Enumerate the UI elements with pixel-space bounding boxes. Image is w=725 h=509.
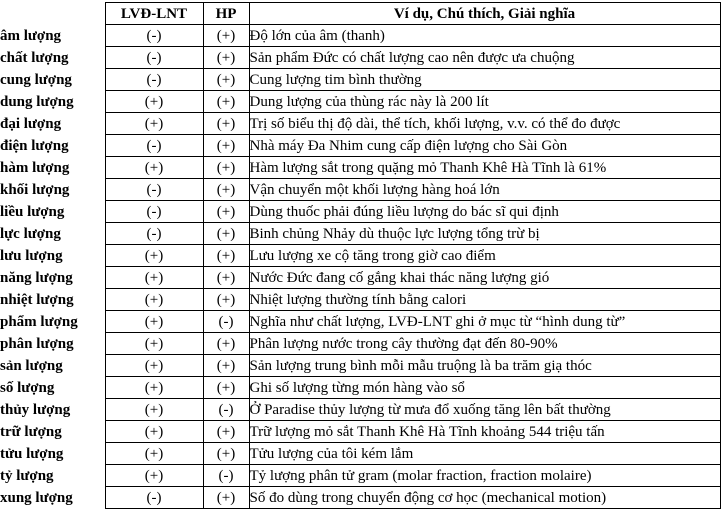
hp-cell: (+)	[203, 201, 249, 223]
lvd-lnt-cell: (+)	[105, 443, 203, 465]
header-notes: Ví dụ, Chú thích, Giải nghĩa	[249, 3, 720, 25]
note-cell: Cung lượng tim bình thường	[249, 69, 720, 91]
hp-cell: (+)	[203, 487, 249, 509]
note-cell: Hàm lượng sắt trong quặng mỏ Thanh Khê Hà Tĩnh là 61%	[249, 157, 720, 179]
hp-cell: (+)	[203, 223, 249, 245]
word-cell: thủy lượng	[0, 399, 105, 421]
note-cell: Trị số biểu thị độ dài, thể tích, khối lượng, v.v. có thể đo được	[249, 113, 720, 135]
table-row	[0, 311, 720, 333]
table-row	[0, 113, 720, 135]
note-cell: Binh chủng Nhảy dù thuộc lực lượng tổng trừ bị	[249, 223, 720, 245]
hp-cell: (-)	[203, 465, 249, 487]
word-cell: xung lượng	[0, 487, 105, 509]
word-cell: trữ lượng	[0, 421, 105, 443]
lvd-lnt-cell: (+)	[105, 311, 203, 333]
lvd-lnt-cell: (-)	[105, 179, 203, 201]
word-cell: tỷ lượng	[0, 465, 105, 487]
table-row	[0, 157, 720, 179]
hp-cell: (+)	[203, 157, 249, 179]
lvd-lnt-cell: (-)	[105, 487, 203, 509]
table-row	[0, 465, 720, 487]
note-cell: Ở Paradise thủy lượng từ mưa đổ xuống tăng lên bất thường	[249, 399, 720, 421]
table-body	[0, 25, 720, 509]
hp-cell: (+)	[203, 91, 249, 113]
note-cell: Dùng thuốc phải đúng liều lượng do bác sĩ qui định	[249, 201, 720, 223]
word-cell: cung lượng	[0, 69, 105, 91]
lvd-lnt-cell: (-)	[105, 69, 203, 91]
table-row	[0, 179, 720, 201]
table-row	[0, 487, 720, 509]
lvd-lnt-cell: (+)	[105, 91, 203, 113]
lvd-lnt-cell: (+)	[105, 157, 203, 179]
note-cell: Độ lớn của âm (thanh)	[249, 25, 720, 47]
lvd-lnt-cell: (+)	[105, 377, 203, 399]
lvd-lnt-cell: (+)	[105, 267, 203, 289]
table-row	[0, 201, 720, 223]
table-row	[0, 245, 720, 267]
hp-cell: (+)	[203, 113, 249, 135]
lvd-lnt-cell: (-)	[105, 135, 203, 157]
word-cell: phẩm lượng	[0, 311, 105, 333]
word-cell: âm lượng	[0, 25, 105, 47]
table-row	[0, 355, 720, 377]
lvd-lnt-cell: (+)	[105, 465, 203, 487]
table-row	[0, 69, 720, 91]
table-row	[0, 289, 720, 311]
lvd-lnt-cell: (-)	[105, 25, 203, 47]
header-word	[0, 3, 105, 25]
hp-cell: (-)	[203, 399, 249, 421]
hp-cell: (+)	[203, 245, 249, 267]
note-cell: Nghĩa như chất lượng, LVĐ-LNT ghi ở mục từ “hình dung từ”	[249, 311, 720, 333]
table-row	[0, 267, 720, 289]
word-cell: lực lượng	[0, 223, 105, 245]
word-cell: chất lượng	[0, 47, 105, 69]
header-lvd-lnt: LVĐ-LNT	[105, 3, 203, 25]
note-cell: Dung lượng của thùng rác này là 200 lít	[249, 91, 720, 113]
lvd-lnt-cell: (+)	[105, 289, 203, 311]
word-cell: dung lượng	[0, 91, 105, 113]
hp-cell: (+)	[203, 377, 249, 399]
hp-cell: (+)	[203, 267, 249, 289]
table-row	[0, 333, 720, 355]
note-cell: Trữ lượng mỏ sắt Thanh Khê Hà Tĩnh khoảng 544 triệu tấn	[249, 421, 720, 443]
word-cell: lưu lượng	[0, 245, 105, 267]
hp-cell: (+)	[203, 69, 249, 91]
table-row	[0, 421, 720, 443]
note-cell: Tỷ lượng phân tử gram (molar fraction, fraction molaire)	[249, 465, 720, 487]
note-cell: Nhà máy Đa Nhim cung cấp điện lượng cho Sài Gòn	[249, 135, 720, 157]
word-cell: sản lượng	[0, 355, 105, 377]
note-cell: Số đo dùng trong chuyển động cơ học (mechanical motion)	[249, 487, 720, 509]
word-cell: liều lượng	[0, 201, 105, 223]
hp-cell: (+)	[203, 333, 249, 355]
table-row	[0, 377, 720, 399]
table-row	[0, 399, 720, 421]
word-cell: khối lượng	[0, 179, 105, 201]
vocabulary-table	[0, 2, 721, 509]
hp-cell: (+)	[203, 47, 249, 69]
table-row	[0, 25, 720, 47]
table-row	[0, 443, 720, 465]
word-cell: phân lượng	[0, 333, 105, 355]
word-cell: tửu lượng	[0, 443, 105, 465]
note-cell: Sản lượng trung bình mỗi mẫu truộng là ba trăm giạ thóc	[249, 355, 720, 377]
hp-cell: (+)	[203, 25, 249, 47]
lvd-lnt-cell: (+)	[105, 355, 203, 377]
word-cell: đại lượng	[0, 113, 105, 135]
lvd-lnt-cell: (+)	[105, 113, 203, 135]
note-cell: Nước Đức đang cố gắng khai thác năng lượng gió	[249, 267, 720, 289]
hp-cell: (-)	[203, 311, 249, 333]
table-row	[0, 47, 720, 69]
word-cell: điện lượng	[0, 135, 105, 157]
hp-cell: (+)	[203, 443, 249, 465]
hp-cell: (+)	[203, 135, 249, 157]
hp-cell: (+)	[203, 355, 249, 377]
hp-cell: (+)	[203, 421, 249, 443]
hp-cell: (+)	[203, 179, 249, 201]
word-cell: số lượng	[0, 377, 105, 399]
note-cell: Vận chuyển một khối lượng hàng hoá lớn	[249, 179, 720, 201]
header-row	[0, 3, 720, 25]
header-hp: HP	[203, 3, 249, 25]
table-row	[0, 135, 720, 157]
lvd-lnt-cell: (-)	[105, 201, 203, 223]
word-cell: năng lượng	[0, 267, 105, 289]
note-cell: Phân lượng nước trong cây thường đạt đến 80-90%	[249, 333, 720, 355]
lvd-lnt-cell: (+)	[105, 421, 203, 443]
lvd-lnt-cell: (+)	[105, 333, 203, 355]
note-cell: Nhiệt lượng thường tính bằng calori	[249, 289, 720, 311]
hp-cell: (+)	[203, 289, 249, 311]
table-row	[0, 223, 720, 245]
note-cell: Sản phẩm Đức có chất lượng cao nên được ưa chuộng	[249, 47, 720, 69]
word-cell: nhiệt lượng	[0, 289, 105, 311]
lvd-lnt-cell: (-)	[105, 47, 203, 69]
note-cell: Ghi số lượng từng món hàng vào sổ	[249, 377, 720, 399]
lvd-lnt-cell: (+)	[105, 245, 203, 267]
lvd-lnt-cell: (-)	[105, 223, 203, 245]
table-row	[0, 91, 720, 113]
note-cell: Lưu lượng xe cộ tăng trong giờ cao điểm	[249, 245, 720, 267]
word-cell: hàm lượng	[0, 157, 105, 179]
note-cell: Tửu lượng của tôi kém lắm	[249, 443, 720, 465]
lvd-lnt-cell: (+)	[105, 399, 203, 421]
